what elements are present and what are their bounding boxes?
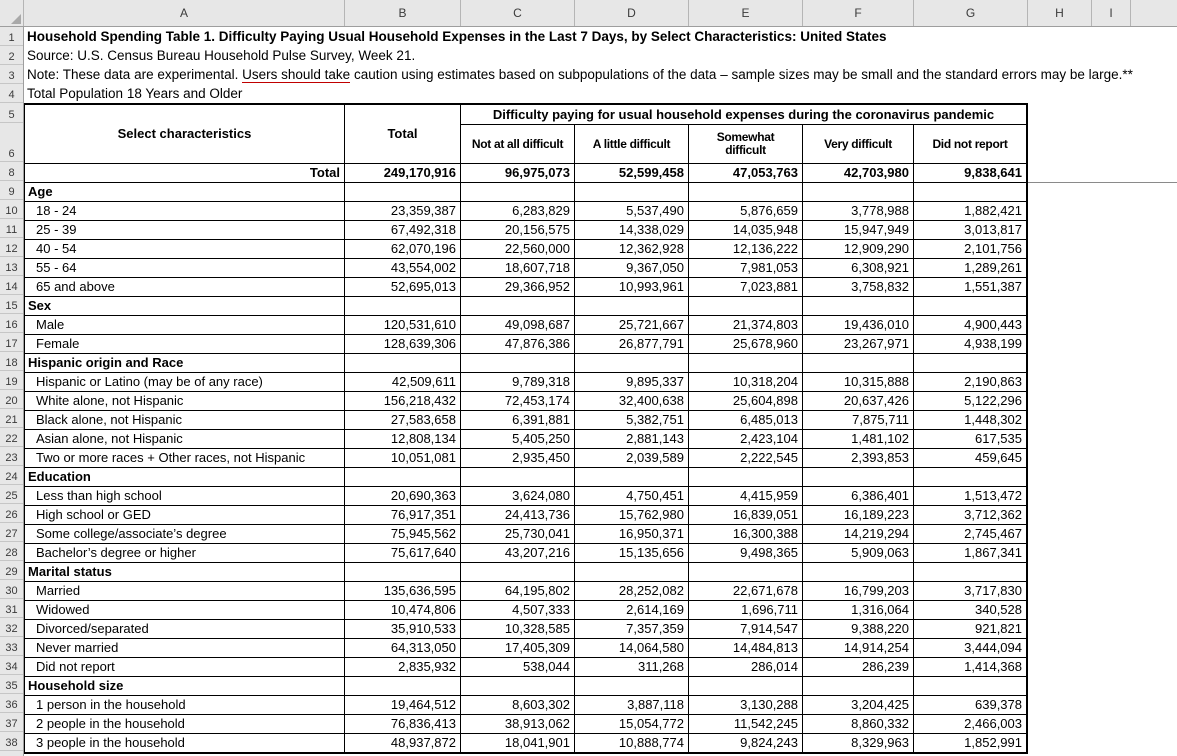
value-cell[interactable]: 21,374,803 bbox=[689, 316, 803, 335]
value-cell[interactable] bbox=[914, 183, 1027, 202]
value-cell[interactable]: 8,603,302 bbox=[461, 696, 575, 715]
value-cell[interactable]: 5,876,659 bbox=[689, 202, 803, 221]
value-cell[interactable]: 4,415,959 bbox=[689, 487, 803, 506]
value-cell[interactable]: 2,393,853 bbox=[803, 449, 914, 468]
value-cell[interactable]: 12,362,928 bbox=[575, 240, 689, 259]
value-cell[interactable]: 9,789,318 bbox=[461, 373, 575, 392]
value-cell[interactable]: 29,366,952 bbox=[461, 278, 575, 297]
value-cell[interactable]: 538,044 bbox=[461, 658, 575, 677]
value-cell[interactable]: 14,035,948 bbox=[689, 221, 803, 240]
value-cell[interactable]: 459,645 bbox=[914, 449, 1027, 468]
value-cell[interactable]: 6,391,881 bbox=[461, 411, 575, 430]
freeze-pane-divider bbox=[1028, 182, 1177, 183]
row-number[interactable]: 30 bbox=[0, 580, 23, 599]
value-cell[interactable]: 1,289,261 bbox=[914, 259, 1027, 278]
value-cell[interactable]: 14,219,294 bbox=[803, 525, 914, 544]
column-header[interactable]: A bbox=[24, 0, 345, 26]
value-cell[interactable] bbox=[461, 677, 575, 696]
value-cell[interactable] bbox=[689, 183, 803, 202]
cell-a1-title[interactable]: Household Spending Table 1. Difficulty Paying Usual Household Expenses in the Last 7 Days, by Select Characteristics: United States bbox=[27, 27, 889, 46]
row-number[interactable]: 8 bbox=[0, 162, 23, 181]
value-cell[interactable]: 10,051,081 bbox=[345, 449, 461, 468]
note-grammar-flagged-text: Users should take bbox=[242, 67, 351, 82]
value-cell[interactable]: 8,860,332 bbox=[803, 715, 914, 734]
value-cell[interactable]: 14,338,029 bbox=[575, 221, 689, 240]
value-cell[interactable]: 20,156,575 bbox=[461, 221, 575, 240]
value-cell[interactable]: 48,937,872 bbox=[345, 734, 461, 753]
row-number[interactable]: 38 bbox=[0, 732, 23, 751]
row-number[interactable]: 13 bbox=[0, 257, 23, 276]
value-cell[interactable]: 286,014 bbox=[689, 658, 803, 677]
header-a-little-difficult[interactable]: A little difficult bbox=[575, 125, 689, 164]
row-number[interactable]: 29 bbox=[0, 561, 23, 580]
select-all-corner[interactable] bbox=[0, 0, 24, 26]
value-cell[interactable]: 1,316,064 bbox=[803, 601, 914, 620]
value-cell[interactable]: 20,690,363 bbox=[345, 487, 461, 506]
value-cell[interactable] bbox=[689, 563, 803, 582]
value-cell[interactable]: 1,882,421 bbox=[914, 202, 1027, 221]
section-row-label[interactable]: Sex bbox=[25, 297, 345, 316]
value-cell[interactable]: 156,218,432 bbox=[345, 392, 461, 411]
header-somewhat-difficult[interactable] bbox=[689, 125, 803, 164]
row-number[interactable]: 3 bbox=[0, 65, 23, 84]
header-somewhat-difficult-text: Somewhat difficult bbox=[716, 130, 775, 157]
row-number[interactable]: 33 bbox=[0, 637, 23, 656]
value-cell[interactable]: 12,909,290 bbox=[803, 240, 914, 259]
column-header[interactable]: D bbox=[575, 0, 689, 26]
value-cell[interactable]: 921,821 bbox=[914, 620, 1027, 639]
value-cell[interactable]: 47,876,386 bbox=[461, 335, 575, 354]
row-number[interactable]: 20 bbox=[0, 390, 23, 409]
row-number[interactable]: 23 bbox=[0, 447, 23, 466]
value-cell[interactable]: 64,313,050 bbox=[345, 639, 461, 658]
row-label[interactable]: Divorced/separated bbox=[25, 620, 345, 639]
value-cell[interactable]: 27,583,658 bbox=[345, 411, 461, 430]
value-cell[interactable]: 5,122,296 bbox=[914, 392, 1027, 411]
value-cell[interactable]: 23,359,387 bbox=[345, 202, 461, 221]
value-cell[interactable]: 5,537,490 bbox=[575, 202, 689, 221]
value-cell[interactable] bbox=[345, 354, 461, 373]
row-label[interactable]: Total bbox=[25, 164, 345, 183]
value-cell[interactable]: 18,607,718 bbox=[461, 259, 575, 278]
row-label[interactable]: Black alone, not Hispanic bbox=[25, 411, 345, 430]
value-cell[interactable]: 2,190,863 bbox=[914, 373, 1027, 392]
value-cell[interactable]: 3,717,830 bbox=[914, 582, 1027, 601]
row-number[interactable]: 36 bbox=[0, 694, 23, 713]
value-cell[interactable]: 75,945,562 bbox=[345, 525, 461, 544]
header-total[interactable]: Total bbox=[345, 105, 461, 164]
value-cell[interactable]: 16,189,223 bbox=[803, 506, 914, 525]
value-cell[interactable] bbox=[575, 354, 689, 373]
value-cell[interactable]: 4,900,443 bbox=[914, 316, 1027, 335]
value-cell[interactable]: 9,498,365 bbox=[689, 544, 803, 563]
value-cell[interactable]: 2,835,932 bbox=[345, 658, 461, 677]
value-cell[interactable]: 35,910,533 bbox=[345, 620, 461, 639]
value-cell[interactable]: 9,388,220 bbox=[803, 620, 914, 639]
row-label[interactable]: 2 people in the household bbox=[25, 715, 345, 734]
value-cell[interactable]: 18,041,901 bbox=[461, 734, 575, 753]
row-number[interactable]: 1 bbox=[0, 27, 23, 46]
row-number[interactable]: 9 bbox=[0, 181, 23, 200]
row-number[interactable]: 28 bbox=[0, 542, 23, 561]
value-cell[interactable]: 11,542,245 bbox=[689, 715, 803, 734]
value-cell[interactable]: 3,758,832 bbox=[803, 278, 914, 297]
value-cell[interactable]: 5,909,063 bbox=[803, 544, 914, 563]
row-label[interactable]: 3 people in the household bbox=[25, 734, 345, 753]
row-number[interactable]: 18 bbox=[0, 352, 23, 371]
row-number[interactable]: 10 bbox=[0, 200, 23, 219]
row-number[interactable]: 22 bbox=[0, 428, 23, 447]
value-cell[interactable]: 3,130,288 bbox=[689, 696, 803, 715]
value-cell[interactable] bbox=[689, 297, 803, 316]
value-cell[interactable]: 38,913,062 bbox=[461, 715, 575, 734]
row-number[interactable]: 12 bbox=[0, 238, 23, 257]
header-difficulty-span[interactable]: Difficulty paying for usual household expenses during the coronavirus pandemic bbox=[461, 105, 1027, 125]
value-cell[interactable]: 2,423,104 bbox=[689, 430, 803, 449]
value-cell[interactable]: 2,614,169 bbox=[575, 601, 689, 620]
row-number[interactable]: 25 bbox=[0, 485, 23, 504]
column-header[interactable]: B bbox=[345, 0, 461, 26]
value-cell[interactable]: 9,824,243 bbox=[689, 734, 803, 753]
row-number[interactable]: 14 bbox=[0, 276, 23, 295]
value-cell[interactable]: 639,378 bbox=[914, 696, 1027, 715]
cell-a3-note[interactable] bbox=[27, 65, 1136, 84]
value-cell[interactable] bbox=[345, 468, 461, 487]
select-all-triangle-icon bbox=[11, 14, 21, 24]
value-cell[interactable]: 75,617,640 bbox=[345, 544, 461, 563]
value-cell[interactable] bbox=[575, 677, 689, 696]
value-cell[interactable]: 1,551,387 bbox=[914, 278, 1027, 297]
value-cell[interactable]: 76,917,351 bbox=[345, 506, 461, 525]
value-cell[interactable] bbox=[461, 297, 575, 316]
value-cell[interactable]: 15,762,980 bbox=[575, 506, 689, 525]
value-cell[interactable]: 3,013,817 bbox=[914, 221, 1027, 240]
row-number[interactable]: 31 bbox=[0, 599, 23, 618]
column-header[interactable]: E bbox=[689, 0, 803, 26]
value-cell[interactable]: 340,528 bbox=[914, 601, 1027, 620]
value-cell[interactable]: 2,222,545 bbox=[689, 449, 803, 468]
row-label[interactable]: Asian alone, not Hispanic bbox=[25, 430, 345, 449]
row-label[interactable]: Never married bbox=[25, 639, 345, 658]
row-number[interactable]: 37 bbox=[0, 713, 23, 732]
row-number[interactable]: 11 bbox=[0, 219, 23, 238]
value-cell[interactable]: 67,492,318 bbox=[345, 221, 461, 240]
row-number[interactable]: 24 bbox=[0, 466, 23, 485]
value-cell[interactable]: 10,474,806 bbox=[345, 601, 461, 620]
value-cell[interactable]: 3,204,425 bbox=[803, 696, 914, 715]
section-row-label[interactable]: Age bbox=[25, 183, 345, 202]
value-cell[interactable] bbox=[914, 677, 1027, 696]
value-cell[interactable] bbox=[803, 677, 914, 696]
row-label[interactable]: Two or more races + Other races, not Hispanic bbox=[25, 449, 345, 468]
value-cell[interactable]: 20,637,426 bbox=[803, 392, 914, 411]
header-did-not-report[interactable]: Did not report bbox=[914, 125, 1027, 164]
row-number[interactable]: 27 bbox=[0, 523, 23, 542]
value-cell[interactable] bbox=[345, 297, 461, 316]
note-text-suffix: caution using estimates based on subpopulations of the data – sample sizes may be small and the standard errors may be large.** bbox=[350, 67, 1133, 82]
value-cell[interactable]: 9,367,050 bbox=[575, 259, 689, 278]
value-cell[interactable]: 24,413,736 bbox=[461, 506, 575, 525]
row-label[interactable]: Hispanic or Latino (may be of any race) bbox=[25, 373, 345, 392]
value-cell[interactable]: 2,935,450 bbox=[461, 449, 575, 468]
value-cell[interactable]: 14,484,813 bbox=[689, 639, 803, 658]
value-cell[interactable]: 3,444,094 bbox=[914, 639, 1027, 658]
value-cell[interactable]: 2,881,143 bbox=[575, 430, 689, 449]
value-cell[interactable] bbox=[345, 183, 461, 202]
data-table bbox=[24, 103, 1028, 754]
value-cell[interactable]: 19,464,512 bbox=[345, 696, 461, 715]
value-cell[interactable]: 311,268 bbox=[575, 658, 689, 677]
cell-a2-source[interactable]: Source: U.S. Census Bureau Household Pulse Survey, Week 21. bbox=[27, 46, 418, 65]
value-cell[interactable] bbox=[914, 563, 1027, 582]
value-cell[interactable] bbox=[803, 468, 914, 487]
value-cell[interactable] bbox=[689, 468, 803, 487]
value-cell[interactable]: 25,730,041 bbox=[461, 525, 575, 544]
row-number[interactable]: 5 bbox=[0, 103, 23, 123]
row-number[interactable]: 21 bbox=[0, 409, 23, 428]
value-cell[interactable] bbox=[575, 297, 689, 316]
value-cell[interactable]: 7,023,881 bbox=[689, 278, 803, 297]
value-cell[interactable] bbox=[461, 183, 575, 202]
cell-a4-population[interactable]: Total Population 18 Years and Older bbox=[27, 84, 245, 103]
value-cell[interactable]: 52,599,458 bbox=[575, 164, 689, 183]
value-cell[interactable]: 16,300,388 bbox=[689, 525, 803, 544]
row-number[interactable]: 19 bbox=[0, 371, 23, 390]
value-cell[interactable] bbox=[575, 468, 689, 487]
value-cell[interactable]: 28,252,082 bbox=[575, 582, 689, 601]
value-cell[interactable]: 2,039,589 bbox=[575, 449, 689, 468]
value-cell[interactable]: 6,386,401 bbox=[803, 487, 914, 506]
value-cell[interactable]: 62,070,196 bbox=[345, 240, 461, 259]
value-cell[interactable]: 10,315,888 bbox=[803, 373, 914, 392]
value-cell[interactable]: 26,877,791 bbox=[575, 335, 689, 354]
note-text: Note: These data are experimental. bbox=[27, 67, 243, 82]
value-cell[interactable]: 128,639,306 bbox=[345, 335, 461, 354]
value-cell[interactable]: 1,448,302 bbox=[914, 411, 1027, 430]
header-very-difficult[interactable]: Very difficult bbox=[803, 125, 914, 164]
value-cell[interactable] bbox=[461, 468, 575, 487]
value-cell[interactable]: 15,947,949 bbox=[803, 221, 914, 240]
row-label[interactable]: 25 - 39 bbox=[25, 221, 345, 240]
value-cell[interactable]: 16,839,051 bbox=[689, 506, 803, 525]
row-label[interactable]: Bachelor’s degree or higher bbox=[25, 544, 345, 563]
value-cell[interactable]: 22,671,678 bbox=[689, 582, 803, 601]
value-cell[interactable]: 16,950,371 bbox=[575, 525, 689, 544]
value-cell[interactable] bbox=[803, 183, 914, 202]
value-cell[interactable]: 52,695,013 bbox=[345, 278, 461, 297]
value-cell[interactable] bbox=[914, 468, 1027, 487]
value-cell[interactable]: 43,207,216 bbox=[461, 544, 575, 563]
value-cell[interactable]: 1,513,472 bbox=[914, 487, 1027, 506]
value-cell[interactable]: 1,696,711 bbox=[689, 601, 803, 620]
value-cell[interactable]: 3,887,118 bbox=[575, 696, 689, 715]
value-cell[interactable] bbox=[575, 563, 689, 582]
row-label[interactable]: High school or GED bbox=[25, 506, 345, 525]
column-header[interactable]: I bbox=[1092, 0, 1131, 26]
row-label[interactable]: Male bbox=[25, 316, 345, 335]
value-cell[interactable]: 42,703,980 bbox=[803, 164, 914, 183]
value-cell[interactable] bbox=[689, 677, 803, 696]
value-cell[interactable]: 10,888,774 bbox=[575, 734, 689, 753]
row-number[interactable]: 34 bbox=[0, 656, 23, 675]
value-cell[interactable]: 14,914,254 bbox=[803, 639, 914, 658]
section-row-label[interactable]: Hispanic origin and Race bbox=[25, 354, 345, 373]
value-cell[interactable]: 10,318,204 bbox=[689, 373, 803, 392]
value-cell[interactable]: 96,975,073 bbox=[461, 164, 575, 183]
row-number[interactable]: 26 bbox=[0, 504, 23, 523]
section-row-label[interactable]: Education bbox=[25, 468, 345, 487]
value-cell[interactable]: 64,195,802 bbox=[461, 582, 575, 601]
value-cell[interactable]: 286,239 bbox=[803, 658, 914, 677]
value-cell[interactable]: 1,481,102 bbox=[803, 430, 914, 449]
value-cell[interactable]: 3,778,988 bbox=[803, 202, 914, 221]
row-number[interactable]: 16 bbox=[0, 314, 23, 333]
value-cell[interactable] bbox=[461, 354, 575, 373]
header-select-characteristics[interactable]: Select characteristics bbox=[25, 105, 345, 164]
value-cell[interactable]: 6,283,829 bbox=[461, 202, 575, 221]
header-not-at-all-difficult[interactable]: Not at all difficult bbox=[461, 125, 575, 164]
value-cell[interactable]: 32,400,638 bbox=[575, 392, 689, 411]
row-label[interactable]: Female bbox=[25, 335, 345, 354]
row-label[interactable]: Married bbox=[25, 582, 345, 601]
value-cell[interactable] bbox=[575, 183, 689, 202]
value-cell[interactable]: 7,875,711 bbox=[803, 411, 914, 430]
section-row-label[interactable]: Household size bbox=[25, 677, 345, 696]
row-label[interactable]: Less than high school bbox=[25, 487, 345, 506]
value-cell[interactable]: 5,405,250 bbox=[461, 430, 575, 449]
value-cell[interactable]: 12,136,222 bbox=[689, 240, 803, 259]
value-cell[interactable]: 3,712,362 bbox=[914, 506, 1027, 525]
value-cell[interactable]: 12,808,134 bbox=[345, 430, 461, 449]
value-cell[interactable] bbox=[461, 563, 575, 582]
value-cell[interactable]: 120,531,610 bbox=[345, 316, 461, 335]
row-number[interactable]: 17 bbox=[0, 333, 23, 352]
value-cell[interactable]: 1,414,368 bbox=[914, 658, 1027, 677]
value-cell[interactable] bbox=[803, 297, 914, 316]
value-cell[interactable]: 10,328,585 bbox=[461, 620, 575, 639]
row-label[interactable]: Widowed bbox=[25, 601, 345, 620]
value-cell[interactable]: 617,535 bbox=[914, 430, 1027, 449]
value-cell[interactable]: 2,466,003 bbox=[914, 715, 1027, 734]
column-header[interactable]: F bbox=[803, 0, 914, 26]
value-cell[interactable] bbox=[803, 563, 914, 582]
value-cell[interactable]: 25,604,898 bbox=[689, 392, 803, 411]
value-cell[interactable]: 23,267,971 bbox=[803, 335, 914, 354]
value-cell[interactable] bbox=[803, 354, 914, 373]
value-cell[interactable]: 9,895,337 bbox=[575, 373, 689, 392]
row-label[interactable]: Some college/associate’s degree bbox=[25, 525, 345, 544]
value-cell[interactable]: 3,624,080 bbox=[461, 487, 575, 506]
value-cell[interactable] bbox=[345, 563, 461, 582]
value-cell[interactable] bbox=[345, 677, 461, 696]
value-cell[interactable]: 135,636,595 bbox=[345, 582, 461, 601]
value-cell[interactable]: 10,993,961 bbox=[575, 278, 689, 297]
column-header[interactable]: G bbox=[914, 0, 1028, 26]
value-cell[interactable] bbox=[689, 354, 803, 373]
row-number[interactable]: 6 bbox=[0, 123, 23, 162]
value-cell[interactable]: 7,981,053 bbox=[689, 259, 803, 278]
value-cell[interactable]: 7,357,359 bbox=[575, 620, 689, 639]
value-cell[interactable]: 17,405,309 bbox=[461, 639, 575, 658]
value-cell[interactable]: 14,064,580 bbox=[575, 639, 689, 658]
row-label[interactable]: 18 - 24 bbox=[25, 202, 345, 221]
value-cell[interactable]: 4,507,333 bbox=[461, 601, 575, 620]
value-cell[interactable] bbox=[914, 354, 1027, 373]
value-cell[interactable]: 25,721,667 bbox=[575, 316, 689, 335]
row-number[interactable]: 15 bbox=[0, 295, 23, 314]
value-cell[interactable]: 25,678,960 bbox=[689, 335, 803, 354]
section-row-label[interactable]: Marital status bbox=[25, 563, 345, 582]
value-cell[interactable]: 15,054,772 bbox=[575, 715, 689, 734]
value-cell[interactable]: 6,485,013 bbox=[689, 411, 803, 430]
row-label[interactable]: Did not report bbox=[25, 658, 345, 677]
value-cell[interactable]: 5,382,751 bbox=[575, 411, 689, 430]
column-header-strip bbox=[0, 0, 1177, 27]
row-label[interactable]: 40 - 54 bbox=[25, 240, 345, 259]
value-cell[interactable]: 72,453,174 bbox=[461, 392, 575, 411]
value-cell[interactable]: 22,560,000 bbox=[461, 240, 575, 259]
row-number[interactable]: 32 bbox=[0, 618, 23, 637]
row-label[interactable]: 1 person in the household bbox=[25, 696, 345, 715]
row-label[interactable]: 55 - 64 bbox=[25, 259, 345, 278]
value-cell[interactable]: 16,799,203 bbox=[803, 582, 914, 601]
value-cell[interactable]: 6,308,921 bbox=[803, 259, 914, 278]
value-cell[interactable]: 43,554,002 bbox=[345, 259, 461, 278]
value-cell[interactable]: 76,836,413 bbox=[345, 715, 461, 734]
value-cell[interactable]: 8,329,963 bbox=[803, 734, 914, 753]
value-cell[interactable]: 7,914,547 bbox=[689, 620, 803, 639]
column-header[interactable]: H bbox=[1028, 0, 1092, 26]
value-cell[interactable] bbox=[914, 297, 1027, 316]
row-label[interactable]: 65 and above bbox=[25, 278, 345, 297]
row-number-gutter bbox=[0, 27, 24, 756]
value-cell[interactable]: 15,135,656 bbox=[575, 544, 689, 563]
value-cell[interactable]: 1,867,341 bbox=[914, 544, 1027, 563]
column-header[interactable]: C bbox=[461, 0, 575, 26]
value-cell[interactable]: 9,838,641 bbox=[914, 164, 1027, 183]
row-label[interactable]: White alone, not Hispanic bbox=[25, 392, 345, 411]
value-cell[interactable]: 19,436,010 bbox=[803, 316, 914, 335]
value-cell[interactable]: 42,509,611 bbox=[345, 373, 461, 392]
value-cell[interactable]: 2,101,756 bbox=[914, 240, 1027, 259]
value-cell[interactable]: 49,098,687 bbox=[461, 316, 575, 335]
row-number[interactable]: 35 bbox=[0, 675, 23, 694]
value-cell[interactable]: 1,852,991 bbox=[914, 734, 1027, 753]
row-number[interactable]: 4 bbox=[0, 84, 23, 103]
value-cell[interactable]: 249,170,916 bbox=[345, 164, 461, 183]
value-cell[interactable]: 4,938,199 bbox=[914, 335, 1027, 354]
value-cell[interactable]: 47,053,763 bbox=[689, 164, 803, 183]
value-cell[interactable]: 2,745,467 bbox=[914, 525, 1027, 544]
row-number[interactable]: 2 bbox=[0, 46, 23, 65]
value-cell[interactable]: 4,750,451 bbox=[575, 487, 689, 506]
